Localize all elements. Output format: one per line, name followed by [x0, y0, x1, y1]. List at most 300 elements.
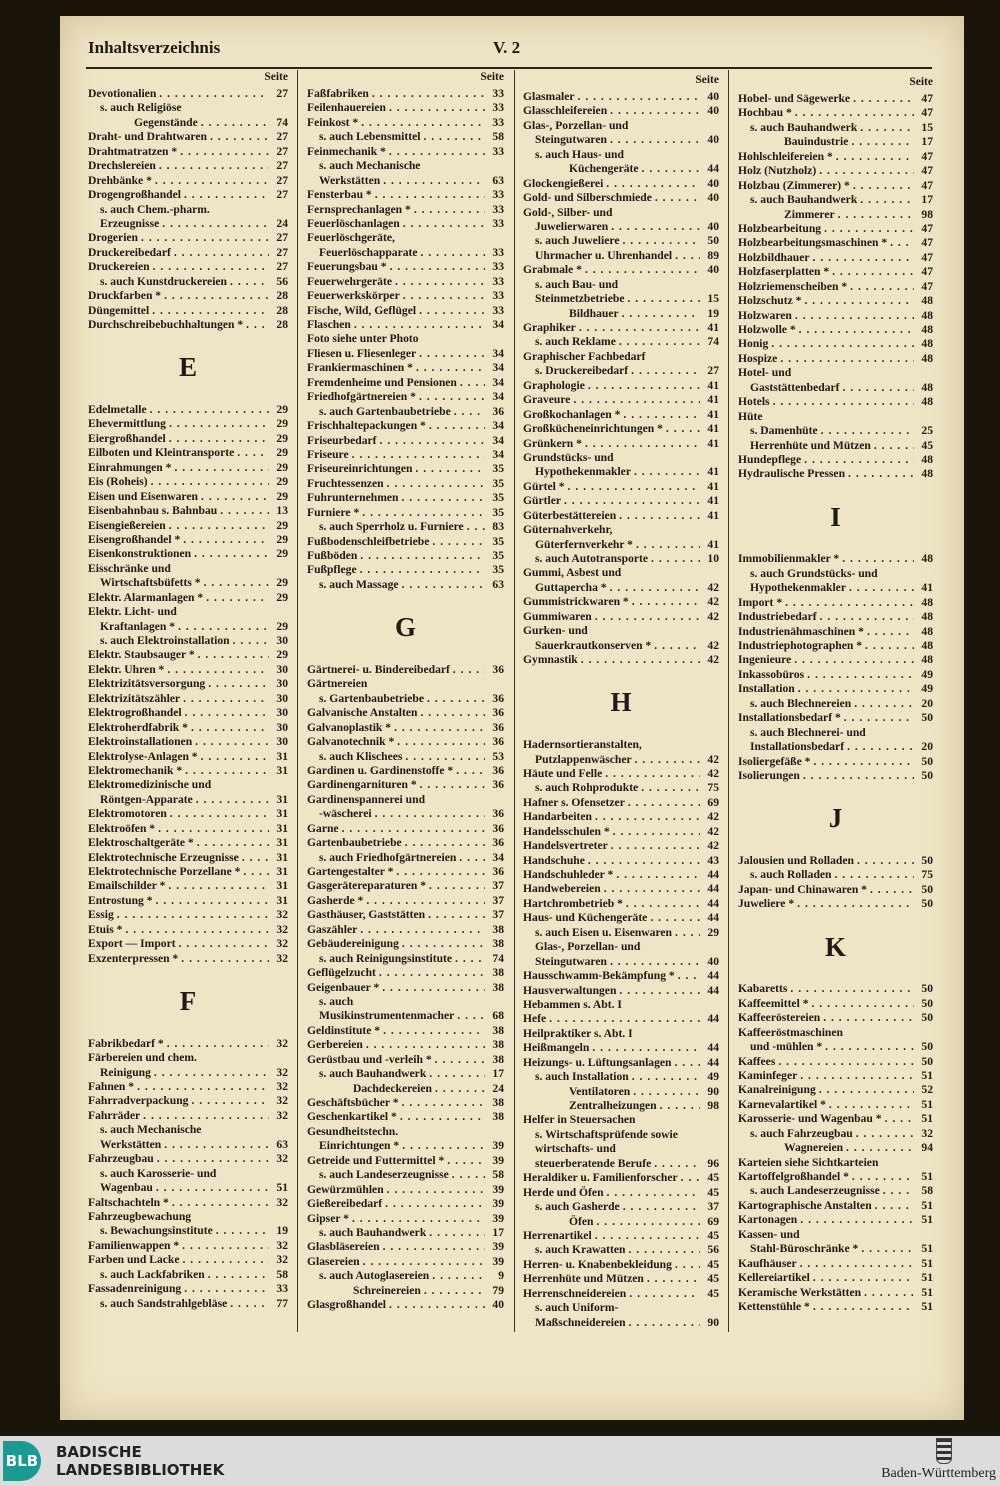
dot-leader	[402, 578, 485, 592]
dot-leader	[452, 1168, 485, 1182]
entry-page-number: 31	[276, 893, 288, 907]
entry-term: Gasthäuser, Gaststätten	[307, 908, 426, 922]
dot-leader	[362, 506, 485, 520]
entry-term: s. auch Landeserzeugnisse	[750, 1184, 880, 1198]
index-entry	[88, 706, 288, 720]
index-entry	[523, 624, 719, 638]
entry-page-number: 33	[492, 115, 504, 129]
index-entry	[307, 1125, 504, 1139]
entry-page-number: 48	[921, 639, 933, 653]
index-entry	[523, 566, 719, 580]
entry-term: s. auch Chem.-pharm.	[100, 202, 210, 216]
index-entry	[88, 417, 288, 431]
entry-term: Fische, Wild, Geflügel	[307, 303, 417, 317]
entry-term: Güternahverkehr,	[523, 523, 613, 537]
index-entry	[88, 562, 288, 576]
dot-leader	[447, 1154, 485, 1168]
entry-page-number: 27	[276, 231, 288, 245]
entry-term: Erzeugnisse	[100, 216, 160, 230]
dot-leader	[182, 1239, 269, 1253]
index-entry	[88, 677, 288, 691]
index-entry	[88, 130, 288, 144]
entry-term: Dachdeckereien	[353, 1081, 432, 1095]
dot-leader	[208, 677, 269, 691]
index-entry	[738, 610, 933, 624]
entry-page-number: 42	[707, 638, 719, 652]
entry-term: Edelmetalle	[88, 403, 147, 417]
entry-term: s. auch Sandstrahlgebläse	[100, 1296, 228, 1310]
index-entry	[523, 350, 719, 364]
index-entry	[88, 246, 288, 260]
index-entry	[738, 222, 933, 236]
entry-term: Haus- und Küchengeräte	[523, 911, 648, 925]
entry-term: Glas-, Porzellan- und	[523, 118, 629, 132]
index-entry	[738, 769, 933, 783]
index-entry	[738, 854, 933, 868]
entry-page-number: 36	[492, 404, 504, 418]
entry-term: Fremdenheime und Pensionen	[307, 375, 457, 389]
dot-leader	[419, 347, 485, 361]
entry-term: Elektr. Uhren *	[88, 662, 165, 676]
dot-leader	[383, 174, 485, 188]
entry-term: Graphiker	[523, 321, 576, 334]
dot-leader	[890, 236, 914, 250]
dot-leader	[588, 854, 700, 868]
index-entry	[523, 393, 719, 407]
index-entry	[738, 381, 933, 395]
entry-page-number: 27	[707, 364, 719, 378]
entry-page-number: 35	[492, 534, 504, 548]
index-entry	[523, 1258, 719, 1272]
entry-term: Fuhrunternehmen	[307, 491, 399, 505]
dot-leader	[642, 162, 700, 176]
index-entry	[523, 335, 719, 349]
entry-term: Musikinstrumentenmacher	[319, 1009, 455, 1023]
index-entry	[523, 825, 719, 839]
dot-leader	[159, 159, 269, 173]
entry-page-number: 50	[921, 1054, 933, 1068]
dot-leader	[626, 897, 700, 911]
dot-leader	[167, 663, 269, 677]
dot-leader	[606, 177, 700, 191]
index-entry	[307, 1269, 504, 1283]
entry-term: Holzbau (Zimmerer) *	[738, 178, 850, 192]
index-entry	[88, 289, 288, 303]
index-entry	[88, 923, 288, 937]
dot-leader	[850, 280, 914, 294]
dot-leader	[838, 208, 914, 222]
index-entry	[738, 179, 933, 193]
dot-leader	[159, 87, 269, 101]
dot-leader	[363, 1255, 485, 1269]
index-entry	[523, 191, 719, 205]
dot-leader	[654, 639, 700, 653]
index-entry	[738, 366, 933, 380]
dot-leader	[864, 1286, 914, 1300]
index-entry	[88, 446, 288, 460]
index-entry	[523, 955, 719, 969]
dot-leader	[183, 692, 269, 706]
dot-leader	[585, 263, 700, 277]
entry-page-number: 20	[921, 740, 933, 754]
entry-term: s. auch Rolladen	[750, 868, 832, 882]
index-entry	[88, 620, 288, 634]
entry-page-number: 50	[707, 234, 719, 248]
entry-term: s. auch Uniform-	[535, 1301, 619, 1315]
entry-page-number: 47	[921, 250, 933, 264]
entry-term: s. auch Blechnereien	[750, 696, 852, 710]
index-entry	[738, 352, 933, 366]
entry-term: Grünkern *	[523, 436, 582, 450]
index-entry	[738, 453, 933, 467]
dot-leader	[454, 405, 485, 419]
dot-leader	[387, 477, 485, 491]
index-entry	[307, 706, 504, 720]
dot-leader	[803, 769, 914, 783]
column-divider	[728, 70, 729, 1332]
index-entry	[523, 1041, 719, 1055]
dot-leader	[848, 467, 914, 481]
entry-term: Karosserie- und Wagenbau *	[738, 1112, 882, 1126]
entry-term: Glasbläsereien	[307, 1240, 380, 1254]
entry-page-number: 42	[707, 810, 719, 824]
dot-leader	[628, 292, 701, 306]
entry-page-number: 58	[921, 1184, 933, 1198]
library-name-line1: BADISCHE	[56, 1443, 142, 1461]
entry-page-number: 42	[707, 653, 719, 667]
dot-leader	[380, 434, 485, 448]
entry-page-number: 36	[492, 662, 504, 676]
entry-term: s. auch Massage	[319, 577, 399, 591]
dot-leader	[655, 191, 700, 205]
entry-page-number: 35	[492, 462, 504, 476]
dot-leader	[157, 1152, 269, 1166]
dot-leader	[206, 591, 269, 605]
entry-term: Helfer in Steuersachen	[523, 1113, 636, 1127]
entry-page-number: 48	[921, 395, 933, 409]
entry-term: Gasherde *	[307, 893, 364, 907]
index-entry	[523, 104, 719, 118]
index-entry	[523, 897, 719, 911]
entry-page-number: 49	[707, 1070, 719, 1084]
index-entry	[738, 1156, 933, 1170]
dot-leader	[581, 653, 700, 667]
section-letter: I	[830, 501, 841, 532]
index-entry	[738, 280, 933, 294]
entry-term: Holzriemenscheiben *	[738, 279, 848, 293]
entry-page-number: 50	[921, 897, 933, 911]
dot-leader	[843, 381, 914, 395]
section-letter: F	[179, 985, 197, 1016]
entry-term: Handschuhe	[523, 853, 585, 867]
entry-page-number: 27	[276, 188, 288, 202]
entry-term: Herrenartikel	[523, 1228, 592, 1242]
entry-page-number: 30	[276, 720, 288, 734]
index-entry	[88, 1066, 288, 1080]
entry-term: Druckfarben *	[88, 289, 162, 303]
dot-leader	[825, 1040, 914, 1054]
index-entry	[307, 101, 504, 115]
entry-term: Schreinereien	[353, 1283, 421, 1297]
entry-page-number: 40	[707, 90, 719, 103]
dot-leader	[387, 1183, 485, 1197]
entry-term: s. auch Installation	[535, 1070, 629, 1084]
entry-term: Hobel- und Sägewerke	[738, 92, 851, 105]
index-entry	[307, 807, 504, 821]
dot-leader	[844, 711, 914, 725]
entry-term: Heilpraktiker s. Abt. I	[523, 1026, 633, 1040]
entry-term: steuerberatende Berufe	[535, 1156, 652, 1170]
column-divider	[297, 70, 298, 1332]
entry-page-number: 29	[276, 532, 288, 546]
entry-term: Zimmerer	[784, 207, 835, 221]
index-entry	[523, 653, 719, 667]
dot-leader	[180, 145, 269, 159]
entry-term: Feuerlöschgeräte,	[307, 231, 395, 245]
dot-leader	[168, 879, 269, 893]
index-entry	[88, 101, 288, 115]
entry-term: s. auch Autoglasereien	[319, 1269, 430, 1283]
dot-leader	[179, 937, 269, 951]
index-entry	[307, 462, 504, 476]
dot-leader	[389, 1298, 485, 1312]
dot-leader	[799, 323, 914, 337]
entry-term: Hotels	[738, 395, 770, 409]
index-entry	[88, 764, 288, 778]
index-entry	[523, 969, 719, 983]
entry-page-number: 31	[276, 792, 288, 806]
entry-term: Glasereien	[307, 1254, 360, 1268]
entry-term: Gießereibedarf	[307, 1197, 383, 1211]
entry-term: Eisschränke und	[88, 561, 171, 575]
entry-page-number: 37	[492, 893, 504, 907]
entry-term: Farben und Lacke	[88, 1253, 180, 1267]
entry-term: s. auch Reinigungsinstitute	[319, 951, 453, 965]
entry-term: s. auch Landeserzeugnisse	[319, 1168, 449, 1182]
index-entry	[523, 379, 719, 393]
dot-leader	[382, 981, 485, 995]
dot-leader	[610, 581, 700, 595]
entry-term: Steingutwaren	[535, 954, 607, 968]
dot-leader	[154, 1066, 269, 1080]
entry-term: Industriebedarf	[738, 610, 817, 624]
section-letter: G	[394, 612, 416, 643]
entry-term: s. auch Karosserie- und	[100, 1166, 217, 1180]
footer-bar	[0, 1436, 1000, 1486]
index-entry	[523, 206, 719, 220]
index-entry	[88, 475, 288, 489]
entry-page-number: 29	[276, 446, 288, 460]
dot-leader	[403, 217, 485, 231]
dot-leader	[650, 911, 700, 925]
entry-page-number: 40	[707, 133, 719, 147]
dot-leader	[416, 361, 485, 375]
index-entry	[523, 465, 719, 479]
dot-leader	[780, 352, 914, 366]
dot-leader	[829, 1098, 914, 1112]
index-entry	[307, 894, 504, 908]
dot-leader	[675, 926, 700, 940]
entry-term: Hartchrombetrieb *	[523, 896, 623, 910]
index-entry	[523, 581, 719, 595]
entry-page-number: 58	[492, 130, 504, 144]
entry-term: s. auch Elektroinstallation	[100, 634, 230, 648]
entry-term: Drogerien	[88, 231, 139, 245]
dot-leader	[143, 1109, 269, 1123]
dot-leader	[385, 1197, 485, 1211]
entry-term: Gipser *	[307, 1211, 349, 1225]
entry-page-number: 30	[276, 677, 288, 691]
entry-page-number: 36	[492, 807, 504, 821]
index-entry	[738, 552, 933, 566]
index-entry	[738, 1127, 933, 1141]
entry-term: Handelsschulen *	[523, 824, 610, 838]
entry-term: Ingenieure	[738, 653, 792, 667]
entry-term: Karteien siehe Sichtkarteien	[738, 1155, 879, 1169]
entry-term: s. auch Gartenbaubetriebe	[319, 404, 451, 418]
entry-term: Elektrotechnische Porzellane *	[88, 865, 241, 879]
dot-leader	[243, 865, 269, 879]
dot-leader	[824, 222, 914, 236]
entry-term: Fahrzeugbau	[88, 1152, 154, 1166]
dot-leader	[150, 403, 269, 417]
dot-leader	[573, 393, 700, 407]
entry-term: Hotel- und	[738, 366, 792, 380]
dot-leader	[610, 955, 700, 969]
index-entry	[88, 1152, 288, 1166]
entry-page-number: 37	[492, 908, 504, 922]
index-entry	[88, 634, 288, 648]
dot-leader	[237, 446, 269, 460]
entry-page-number: 51	[921, 1097, 933, 1111]
index-entry	[307, 477, 504, 491]
entry-page-number: 32	[276, 1152, 288, 1166]
entry-page-number: 17	[921, 193, 933, 207]
entry-page-number: 50	[921, 1011, 933, 1025]
entry-term: Färbereien und chem.	[88, 1051, 197, 1065]
entry-page-number: 33	[492, 303, 504, 317]
index-entry	[307, 520, 504, 534]
index-entry	[88, 461, 288, 475]
dot-leader	[804, 453, 914, 467]
entry-term: s. auch Reklame	[535, 335, 616, 349]
entry-term: Isolierungen	[738, 768, 800, 782]
index-entry	[523, 940, 719, 954]
dot-leader	[360, 549, 485, 563]
dot-leader	[405, 836, 485, 850]
index-entry	[523, 595, 719, 609]
dot-leader	[666, 422, 700, 436]
index-entry	[307, 1168, 504, 1182]
index-entry	[523, 738, 719, 752]
dot-leader	[183, 533, 269, 547]
index-entry	[523, 1056, 719, 1070]
entry-page-number: 32	[276, 1238, 288, 1252]
entry-page-number: 17	[921, 135, 933, 149]
index-entry	[307, 159, 504, 173]
index-entry	[307, 1067, 504, 1081]
dot-leader	[798, 682, 914, 696]
index-entry	[88, 1138, 288, 1152]
index-entry	[738, 982, 933, 996]
entry-page-number: 28	[276, 303, 288, 317]
entry-term: s. auch Krawatten	[535, 1243, 626, 1257]
entry-term: Geflügelzucht	[307, 966, 376, 980]
entry-page-number: 34	[492, 419, 504, 433]
entry-page-number: 38	[492, 980, 504, 994]
index-entry	[738, 1011, 933, 1025]
index-entry	[307, 952, 504, 966]
dot-leader	[619, 509, 700, 523]
entry-term: Hydraulische Pressen	[738, 467, 846, 481]
entry-term: Kaufhäuser	[738, 1256, 797, 1270]
index-entry	[307, 1212, 504, 1226]
entry-term: Reinigung	[100, 1065, 151, 1079]
entry-page-number: 34	[492, 346, 504, 360]
index-entry	[307, 966, 504, 980]
index-entry	[88, 87, 288, 101]
entry-page-number: 27	[276, 245, 288, 259]
entry-term: Gärtnereien	[307, 677, 368, 691]
entry-page-number: 50	[921, 982, 933, 996]
dot-leader	[172, 1196, 269, 1210]
index-entry	[523, 1142, 719, 1156]
entry-page-number: 48	[921, 323, 933, 336]
entry-term: s. auch Mechanische	[100, 1123, 202, 1137]
entry-page-number: 44	[707, 1012, 719, 1026]
index-entry	[307, 764, 504, 778]
dot-leader	[389, 145, 485, 159]
entry-page-number: 32	[276, 1036, 288, 1050]
index-entry	[738, 997, 933, 1011]
index-entry	[523, 422, 719, 436]
entry-term: Uhrmacher u. Uhrenhandel	[535, 248, 673, 262]
index-entry	[738, 265, 933, 279]
dot-leader	[607, 1186, 700, 1200]
entry-term: Kaffees	[738, 1054, 776, 1068]
index-entry	[523, 1272, 719, 1286]
entry-term: Honig	[738, 337, 769, 351]
entry-term: Herde und Öfen	[523, 1185, 604, 1199]
entry-term: Gardinen u. Gardinenstoffe *	[307, 763, 454, 777]
section-letter: K	[824, 931, 846, 962]
entry-page-number: 34	[492, 433, 504, 447]
dot-leader	[856, 1127, 914, 1141]
index-entry	[307, 275, 504, 289]
index-entry	[88, 1123, 288, 1137]
dot-leader	[629, 1243, 701, 1257]
index-entry	[88, 318, 288, 332]
entry-term: Herrenhüte und Mützen	[750, 438, 871, 452]
index-entry	[738, 668, 933, 682]
entry-page-number: 35	[492, 476, 504, 490]
dot-leader	[794, 653, 914, 667]
dot-leader	[201, 750, 269, 764]
entry-page-number: 42	[707, 766, 719, 780]
entry-page-number: 38	[492, 922, 504, 936]
entry-page-number: 27	[276, 260, 288, 274]
entry-term: Großkochanlagen *	[523, 407, 621, 421]
entry-term: Gaststättenbedarf	[750, 380, 840, 394]
entry-page-number: 13	[276, 504, 288, 518]
dot-leader	[564, 494, 700, 508]
entry-page-number: 36	[492, 821, 504, 835]
entry-term: Hebammen s. Abt. I	[523, 997, 622, 1011]
entry-page-number: 51	[921, 1285, 933, 1299]
entry-term: Flaschen	[307, 318, 351, 331]
dot-leader	[797, 897, 914, 911]
entry-page-number: 42	[707, 609, 719, 623]
